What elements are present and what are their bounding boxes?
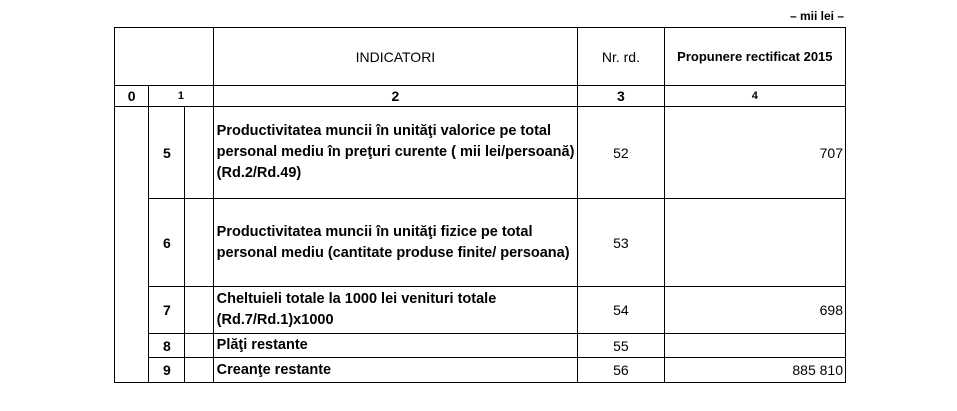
header-blank-cell bbox=[115, 28, 214, 86]
row-nr: 54 bbox=[578, 287, 665, 334]
row-index: 5 bbox=[149, 107, 185, 199]
table-row bbox=[115, 107, 846, 199]
row-nr: 52 bbox=[578, 107, 665, 199]
row-indicator: Plăţi restante bbox=[213, 334, 577, 358]
row-index: 7 bbox=[149, 287, 185, 334]
header-nr-rd: Nr. rd. bbox=[578, 28, 665, 86]
row-index: 6 bbox=[149, 199, 185, 287]
row-value: 698 bbox=[664, 287, 845, 334]
row-value: 885 810 bbox=[664, 358, 845, 383]
unit-label: – mii lei – bbox=[789, 9, 844, 23]
row-indicator: Cheltuieli totale la 1000 lei venituri totale (Rd.7/Rd.1)x1000 bbox=[213, 287, 577, 334]
col-number-2: 2 bbox=[213, 86, 577, 107]
table-row bbox=[115, 199, 846, 287]
table-row bbox=[115, 334, 846, 358]
row-blank-cell bbox=[185, 199, 213, 287]
indicators-table bbox=[114, 27, 846, 383]
row-blank-cell bbox=[185, 107, 213, 199]
col-number-4: 4 bbox=[664, 86, 845, 107]
row-indicator: Creanţe restante bbox=[213, 358, 577, 383]
row-blank-cell bbox=[185, 334, 213, 358]
header-row bbox=[115, 28, 846, 86]
col-number-0: 0 bbox=[115, 86, 149, 107]
row-nr: 55 bbox=[578, 334, 665, 358]
row-value bbox=[664, 334, 845, 358]
section-blank-cell bbox=[115, 107, 149, 383]
header-propunere: Propunere rectificat 2015 bbox=[664, 28, 845, 86]
table-row bbox=[115, 287, 846, 334]
column-numbers-row bbox=[115, 86, 846, 107]
row-value: 707 bbox=[664, 107, 845, 199]
row-index: 8 bbox=[149, 334, 185, 358]
row-indicator: Productivitatea muncii în unităţi valorice pe total personal mediu în preţuri curente ( mii lei/persoană) (Rd.2/Rd.49) bbox=[213, 107, 577, 199]
row-nr: 56 bbox=[578, 358, 665, 383]
col-number-3: 3 bbox=[578, 86, 665, 107]
col-number-1: 1 bbox=[149, 86, 213, 107]
row-index: 9 bbox=[149, 358, 185, 383]
row-indicator: Productivitatea muncii în unităţi fizice pe total personal mediu (cantitate produse finite/ persoana) bbox=[213, 199, 577, 287]
row-value bbox=[664, 199, 845, 287]
row-nr: 53 bbox=[578, 199, 665, 287]
row-blank-cell bbox=[185, 358, 213, 383]
header-indicatori: INDICATORI bbox=[213, 28, 577, 86]
table-row bbox=[115, 358, 846, 383]
row-blank-cell bbox=[185, 287, 213, 334]
